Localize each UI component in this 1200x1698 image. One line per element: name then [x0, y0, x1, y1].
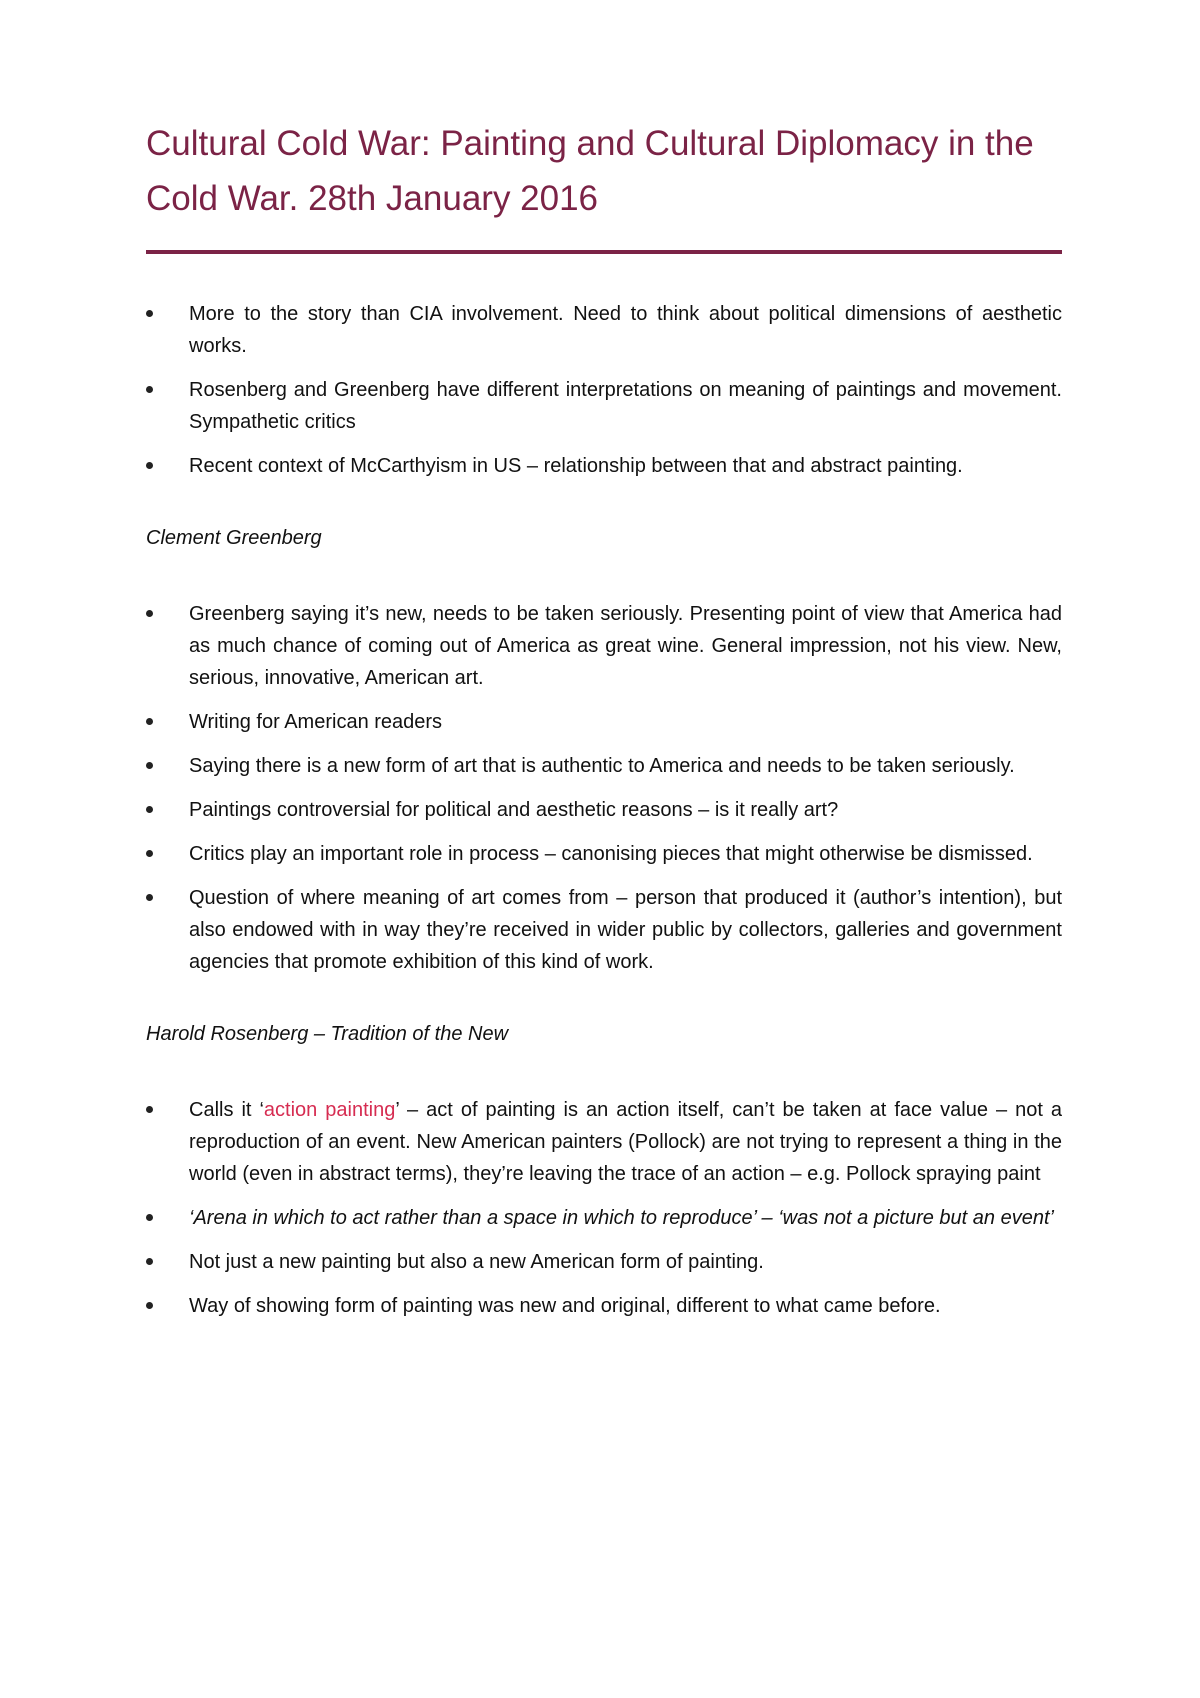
title-divider [146, 250, 1062, 254]
bullet-icon [146, 610, 153, 617]
page-title: Cultural Cold War: Painting and Cultural Diplomacy in the Cold War. 28th January 2016 [146, 124, 1034, 218]
bullet-icon [146, 762, 153, 769]
list-item-text-after: ’ – act of painting is an action itself, can’t be taken at face value – not a reproduction of an event. New American painters (Pollock) are not trying to represent a thing in the world (even in abstract terms), they’re leaving the trace of an action – e.g. Pollock spraying paint [189, 1099, 1062, 1185]
list-item-text: Rosenberg and Greenberg have different interpretations on meaning of paintings and movement. Sympathetic critics [189, 379, 1062, 433]
list-item-text: Not just a new painting but also a new American form of painting. [189, 1251, 764, 1273]
list-item [146, 706, 1062, 738]
bullet-icon [146, 894, 153, 901]
list-item-text: Recent context of McCarthyism in US – relationship between that and abstract painting. [189, 455, 963, 477]
list-item [146, 450, 1062, 482]
bullet-icon [146, 310, 153, 317]
list-item-text: Greenberg saying it’s new, needs to be taken seriously. Presenting point of view that America had as much chance of coming out of America as great wine. General impression, not his view. New, serious, innovative, American art. [189, 603, 1062, 689]
greenberg-bullet-list [146, 598, 1062, 978]
document-page [146, 116, 1062, 1334]
list-item [146, 374, 1062, 438]
bullet-icon [146, 1214, 153, 1221]
bullet-icon [146, 1106, 153, 1113]
list-item-text: More to the story than CIA involvement. Need to think about political dimensions of aesthetic works. [189, 303, 1062, 357]
list-item-text: Saying there is a new form of art that is authentic to America and needs to be taken seriously. [189, 755, 1015, 777]
list-item-text: Way of showing form of painting was new and original, different to what came before. [189, 1295, 941, 1317]
list-item [146, 1290, 1062, 1322]
rosenberg-bullet-list [146, 1094, 1062, 1322]
bullet-icon [146, 806, 153, 813]
list-item [146, 750, 1062, 782]
list-item-text: ‘Arena in which to act rather than a space in which to reproduce’ – ‘was not a picture but an event’ [189, 1207, 1054, 1229]
bullet-icon [146, 386, 153, 393]
list-item [146, 1246, 1062, 1278]
list-item-text: Writing for American readers [189, 711, 443, 733]
section-heading-greenberg: Clement Greenberg [146, 527, 322, 549]
bullet-icon [146, 718, 153, 725]
list-item-text: Paintings controversial for political and aesthetic reasons – is it really art? [189, 799, 839, 821]
list-item-text: Question of where meaning of art comes from – person that produced it (author’s intention), but also endowed with in way they’re received in wider public by collectors, galleries and government agencies that promote exhibition of this kind of work. [189, 887, 1062, 973]
list-item [146, 298, 1062, 362]
highlighted-term: action painting [263, 1099, 396, 1121]
bullet-icon [146, 462, 153, 469]
bullet-icon [146, 1258, 153, 1265]
list-item-quote [146, 1202, 1062, 1234]
bullet-icon [146, 1302, 153, 1309]
bullet-icon [146, 850, 153, 857]
list-item [146, 882, 1062, 978]
section-heading-rosenberg: Harold Rosenberg – Tradition of the New [146, 1023, 509, 1045]
list-item [146, 598, 1062, 694]
list-item [146, 794, 1062, 826]
list-item-text-before: Calls it ‘ [189, 1099, 264, 1121]
list-item [146, 838, 1062, 870]
list-item [146, 1094, 1062, 1190]
intro-bullet-list [146, 298, 1062, 482]
list-item-text: Critics play an important role in process – canonising pieces that might otherwise be dismissed. [189, 843, 1033, 865]
